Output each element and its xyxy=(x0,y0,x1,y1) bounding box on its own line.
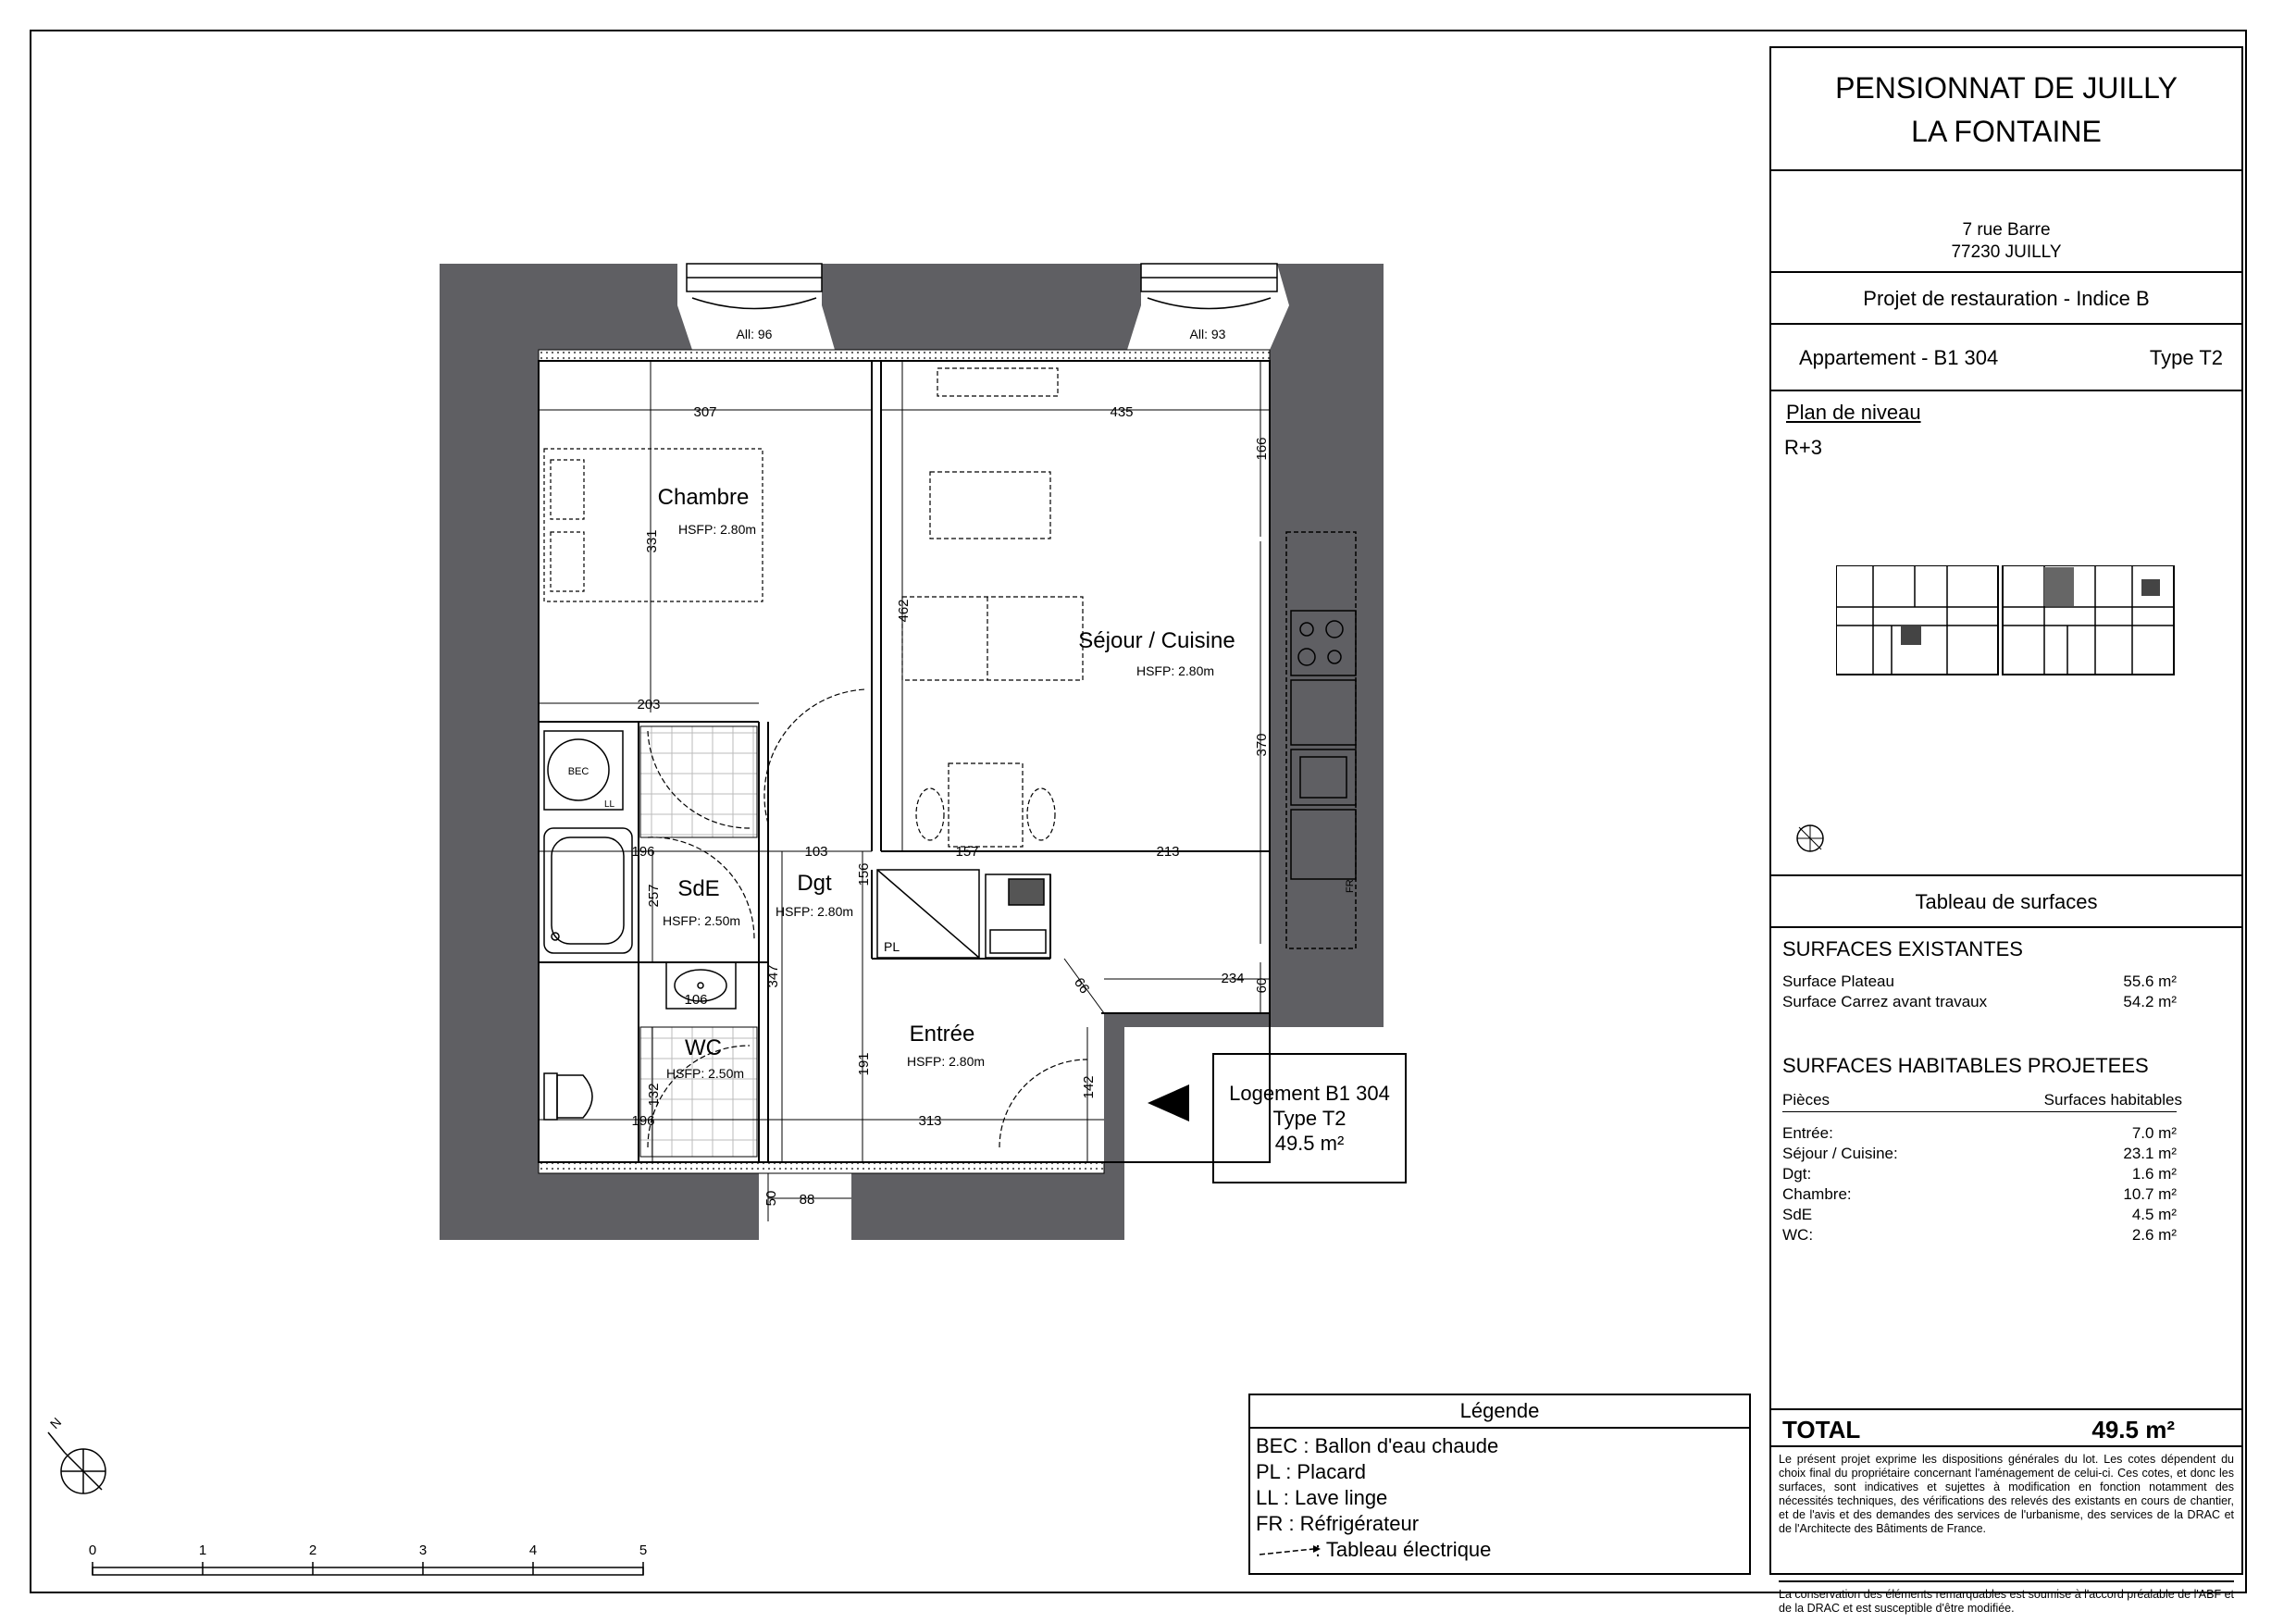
surfaces-table-title: Tableau de surfaces xyxy=(1771,876,2241,928)
room-sde: SdE xyxy=(677,876,720,901)
table-header xyxy=(1782,1091,2182,1112)
window-allege-left: All: 96 xyxy=(736,327,773,341)
room-height: HSFP: 2.80m xyxy=(677,522,757,537)
legend-item: : Tableau électrique xyxy=(1315,1538,1492,1561)
dim-label: 166 xyxy=(1254,437,1270,461)
unit-callout xyxy=(1212,1053,1407,1183)
dim-label: 132 xyxy=(646,1083,662,1107)
project-address xyxy=(1771,171,2241,273)
bathtub xyxy=(544,828,632,953)
room-dgt: Dgt xyxy=(797,871,832,896)
north-arrow-icon xyxy=(47,1415,105,1493)
entrance-arrow-icon xyxy=(1148,1084,1189,1121)
room-value: 1.6 m² xyxy=(2131,1165,2177,1183)
surface-row xyxy=(1782,993,2177,1013)
apartment-type: Type T2 xyxy=(2149,346,2223,369)
dim-label: 66 xyxy=(1070,974,1093,997)
section-heading: SURFACES HABITABLES PROJETEES xyxy=(1782,1054,2149,1077)
surface-label: Surface Carrez avant travaux xyxy=(1782,993,1988,1010)
placard-label: PL xyxy=(884,939,900,954)
window-right xyxy=(1141,264,1277,309)
room-row xyxy=(1782,1145,2177,1165)
room-row xyxy=(1782,1226,2177,1246)
room-label: WC: xyxy=(1782,1226,1814,1244)
plan-title: Plan de niveau xyxy=(1786,401,1921,424)
window-allege-right: All: 93 xyxy=(1189,327,1226,341)
dim-label: 370 xyxy=(1254,733,1270,757)
room-height: HSFP: 2.50m xyxy=(665,1066,745,1081)
col-pieces: Pièces xyxy=(1782,1091,1831,1109)
project-indice: Projet de restauration - Indice B xyxy=(1771,273,2241,325)
dim-label: 234 xyxy=(1221,971,1245,986)
scale-tick: 1 xyxy=(198,1542,207,1558)
total-row xyxy=(1771,1408,2241,1447)
surface-label: Surface Plateau xyxy=(1782,973,1894,990)
dim-label: 88 xyxy=(799,1192,815,1208)
electric-panel-icon xyxy=(1258,1543,1322,1558)
col-surfaces: Surfaces habitables xyxy=(2043,1091,2182,1109)
window-left xyxy=(687,264,822,309)
room-label: Entrée: xyxy=(1782,1124,1833,1142)
dim-label: 191 xyxy=(856,1052,872,1076)
dim-label: 60 xyxy=(1254,977,1270,994)
toilet xyxy=(544,1073,592,1120)
level-plan xyxy=(1771,391,2241,876)
apartment-id: Appartement - B1 304 xyxy=(1799,346,1999,369)
room-value: 2.6 m² xyxy=(2131,1226,2177,1244)
legend-item: PL : Placard xyxy=(1256,1460,1367,1483)
legend-item: BEC : Ballon d'eau chaude xyxy=(1256,1434,1499,1457)
room-wc: WC xyxy=(685,1035,722,1060)
surfaces-table xyxy=(1771,928,2241,1408)
level-label: R+3 xyxy=(1784,436,1822,459)
room-row xyxy=(1782,1185,2177,1206)
room-height: HSFP: 2.80m xyxy=(1136,663,1215,678)
dim-label: 331 xyxy=(644,529,660,553)
room-value: 23.1 m² xyxy=(2123,1145,2177,1162)
scale-tick: 2 xyxy=(308,1542,317,1558)
legend xyxy=(1248,1394,1751,1575)
svg-text:N: N xyxy=(46,1414,65,1432)
room-value: 4.5 m² xyxy=(2131,1206,2177,1223)
room-height: HSFP: 2.80m xyxy=(906,1054,986,1069)
scale-tick: 3 xyxy=(418,1542,428,1558)
key-plan xyxy=(1836,565,2188,686)
project-name-line: PENSIONNAT DE JUILLY xyxy=(1835,71,2178,105)
legend-title: Légende xyxy=(1250,1395,1749,1429)
dim-label: 156 xyxy=(856,862,872,886)
scale-tick: 0 xyxy=(88,1542,97,1558)
exterior-wall xyxy=(822,264,1141,350)
room-label: Dgt: xyxy=(1782,1165,1812,1183)
dim-label: 157 xyxy=(955,844,979,860)
dim-label: 213 xyxy=(1156,844,1180,860)
dim-label: 313 xyxy=(918,1113,942,1129)
total-value: 49.5 m² xyxy=(2091,1416,2175,1443)
title-block xyxy=(1769,46,2243,1615)
room-height: HSFP: 2.80m xyxy=(775,904,854,919)
room-value: 7.0 m² xyxy=(2131,1124,2177,1142)
dim-label: 196 xyxy=(631,844,655,860)
washing-machine-label: LL xyxy=(604,799,615,810)
callout-line: Logement B1 304 xyxy=(1229,1082,1390,1105)
scale-tick: 4 xyxy=(528,1542,538,1558)
total-label: TOTAL xyxy=(1782,1416,1861,1443)
room-row xyxy=(1782,1124,2177,1145)
conservation-note: La conservation des éléments remarquables est soumise à l'accord préalable de l'ABF et de la DRAC et est susceptible d'être modifiée. xyxy=(1779,1580,2234,1616)
dim-label: 347 xyxy=(765,964,781,988)
disclaimer-note: Le présent projet exprime les dispositions générales du lot. Les cotes dépendent du choix final du propriétaire concernant l'aménagement de celui-ci. Ces cotes, et donc les surfaces, sont indicatives et sujettes à modification en fonction notamment des nécessités techniques, des vérifications des relevés des existants en cours de chantier, et de l'avis et des demandes des services de l'urbanisme, des services de la DRAC et de l'Architecte des Bâtiments de France. xyxy=(1779,1453,2234,1535)
project-name-line: LA FONTAINE xyxy=(1911,115,2102,148)
dim-label: 257 xyxy=(646,884,662,908)
dim-label: 50 xyxy=(763,1190,779,1207)
room-entree: Entrée xyxy=(909,1022,975,1047)
surface-row xyxy=(1782,973,2177,993)
room-sejour: Séjour / Cuisine xyxy=(1078,628,1235,653)
dim-label: 435 xyxy=(1110,404,1134,420)
section-heading: SURFACES EXISTANTES xyxy=(1782,937,2023,960)
boiler-label: BEC xyxy=(567,766,590,777)
room-label: SdE xyxy=(1782,1206,1813,1223)
scale-bar xyxy=(93,1562,643,1575)
dim-label: 307 xyxy=(693,404,717,420)
room-row xyxy=(1782,1206,2177,1226)
address-line: 77230 JUILLY xyxy=(1951,242,2062,262)
dim-label: 462 xyxy=(896,599,912,623)
room-row xyxy=(1782,1165,2177,1185)
room-label: Chambre: xyxy=(1782,1185,1852,1203)
room-value: 10.7 m² xyxy=(2123,1185,2177,1203)
fridge-label: FR xyxy=(1345,879,1356,893)
dim-label: 142 xyxy=(1081,1075,1097,1099)
north-arrow-icon xyxy=(1790,812,1836,859)
dim-label: 203 xyxy=(637,697,661,712)
furniture xyxy=(902,368,1083,847)
callout-line: 49.5 m² xyxy=(1274,1132,1345,1155)
project-name xyxy=(1771,48,2241,171)
surface-value: 54.2 m² xyxy=(2123,993,2177,1010)
dim-label: 106 xyxy=(684,992,708,1008)
legend-item: LL : Lave linge xyxy=(1256,1486,1388,1509)
room-chambre: Chambre xyxy=(657,485,750,510)
address-line: 7 rue Barre xyxy=(1962,220,2051,240)
scale-tick: 5 xyxy=(639,1542,648,1558)
dim-label: 103 xyxy=(804,844,828,860)
exterior-wall xyxy=(851,1173,1124,1240)
legend-item: FR : Réfrigérateur xyxy=(1256,1512,1420,1535)
callout-line: Type T2 xyxy=(1272,1107,1347,1130)
room-height: HSFP: 2.50m xyxy=(662,913,741,928)
apartment-row xyxy=(1771,325,2241,391)
room-label: Séjour / Cuisine: xyxy=(1782,1145,1898,1162)
dim-label: 196 xyxy=(631,1113,655,1129)
surface-value: 55.6 m² xyxy=(2123,973,2177,990)
